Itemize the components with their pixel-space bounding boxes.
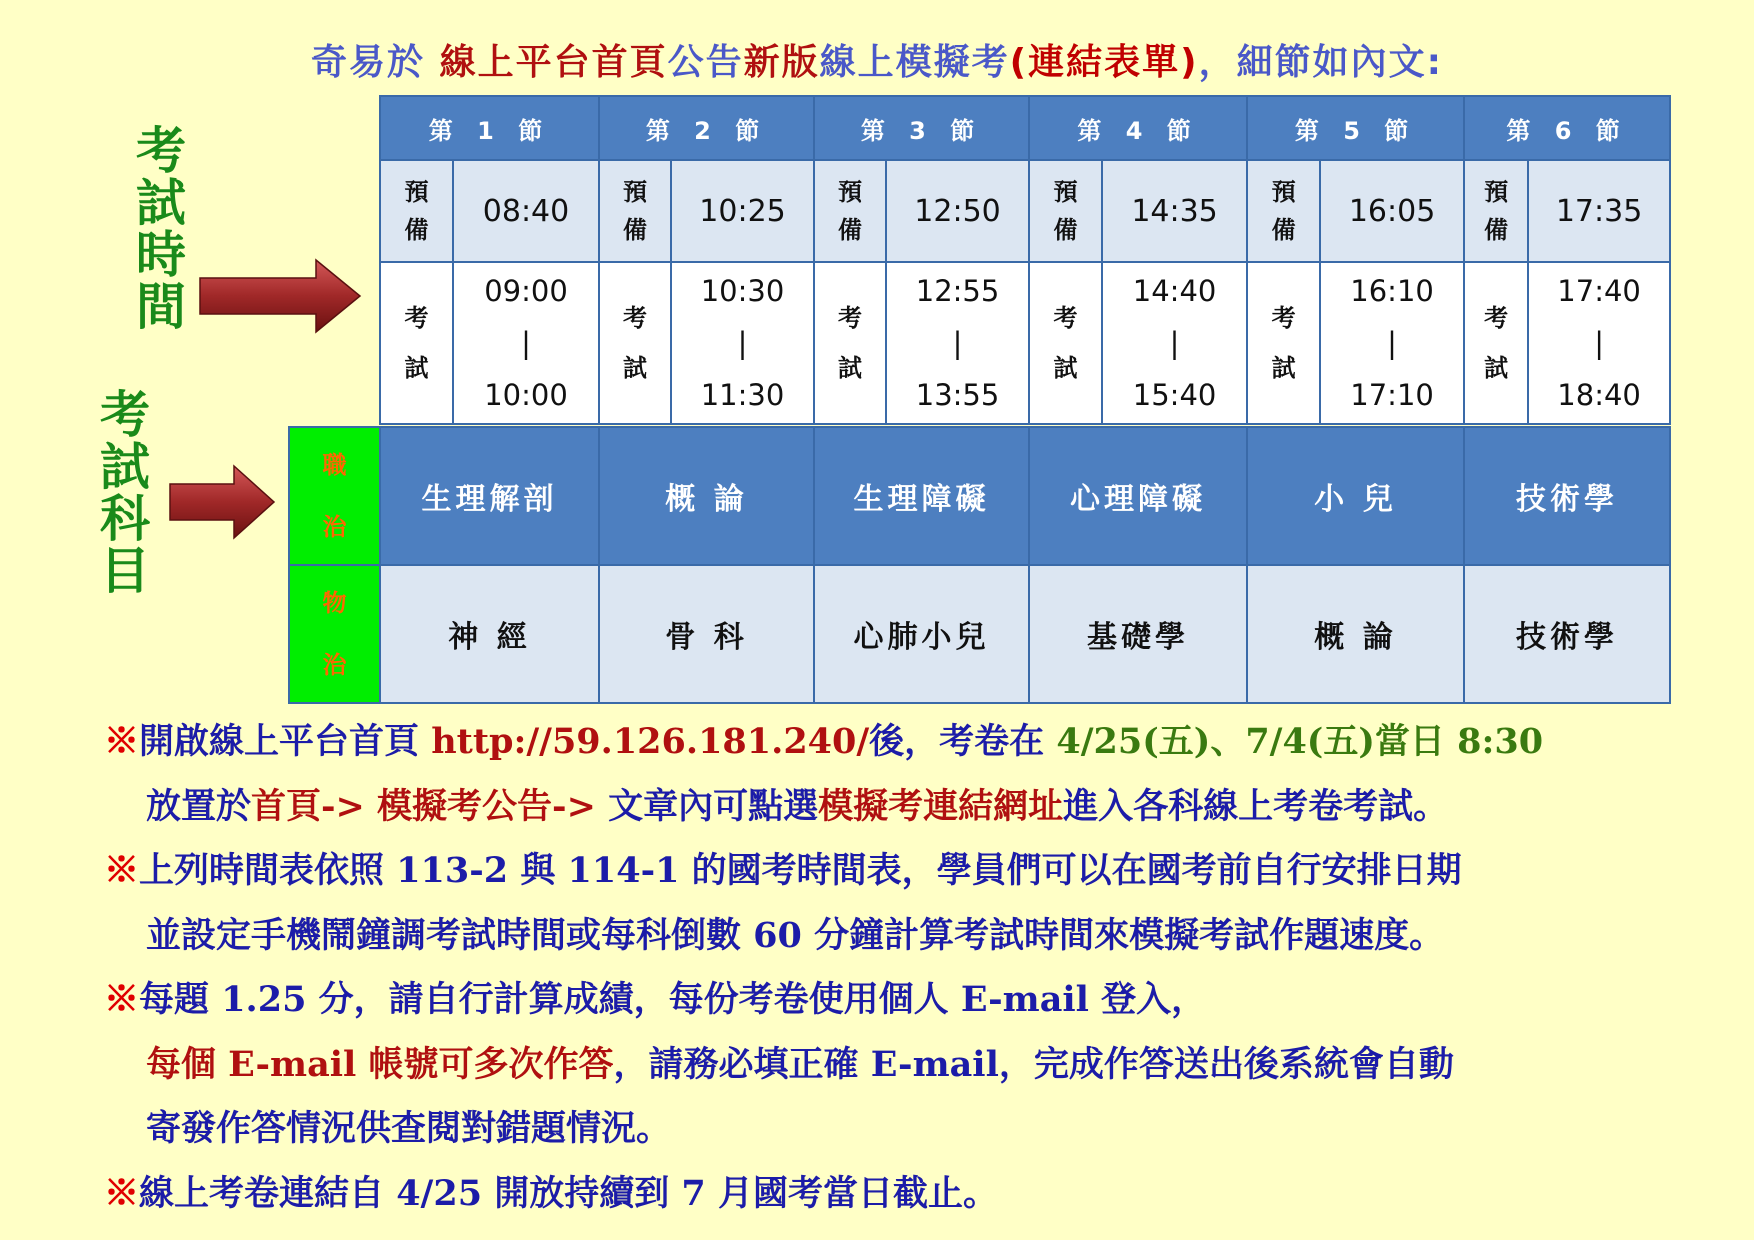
prep-time: 14:35 bbox=[1131, 193, 1218, 229]
exam-time-cell bbox=[1102, 262, 1247, 424]
dash: | bbox=[737, 326, 748, 360]
exam-start: 14:40 bbox=[1132, 274, 1217, 308]
exam-label-cell bbox=[1247, 262, 1320, 424]
note-line bbox=[104, 710, 1744, 775]
ot-group-label bbox=[289, 427, 380, 565]
note-text: 上列時間表依照 113-2 與 114-1 的國考時間表，學員們可以在國考前自行安排日期 bbox=[139, 850, 1462, 891]
prep-time-cell bbox=[453, 160, 599, 262]
note-highlight: 每個 E-mail 帳號可多次作答 bbox=[146, 1043, 614, 1085]
prep-time: 12:50 bbox=[914, 193, 1001, 229]
exam-end: 17:10 bbox=[1350, 378, 1434, 412]
prep-label: 預備 bbox=[1271, 178, 1296, 244]
note-text: 放置於 bbox=[146, 785, 252, 827]
exam-time-cell bbox=[671, 262, 814, 424]
note-line bbox=[104, 1033, 1744, 1098]
note-dates: 4/25(五)、7/4(五)當日 8:30 bbox=[1056, 721, 1544, 762]
session-header: 第 2 節 bbox=[599, 96, 814, 160]
exam-label-cell bbox=[814, 262, 886, 424]
schedule-table bbox=[379, 95, 1671, 425]
exam-label-cell bbox=[380, 262, 453, 424]
note-line bbox=[104, 904, 1744, 969]
note-path: 首頁-> 模擬考公告-> bbox=[251, 785, 596, 827]
prep-label: 預備 bbox=[1484, 178, 1509, 244]
exam-label-cell bbox=[1464, 262, 1528, 424]
prep-label-cell bbox=[1029, 160, 1102, 262]
dash: | bbox=[1594, 326, 1604, 360]
subject-cell: 神 經 bbox=[380, 565, 599, 703]
arrow-right-icon bbox=[198, 258, 364, 334]
title-part: ，細節如內文: bbox=[1198, 42, 1443, 83]
prep-label-cell bbox=[814, 160, 886, 262]
title-link: (連結表單) bbox=[1009, 42, 1199, 83]
exam-time-cell bbox=[886, 262, 1029, 424]
dash: | bbox=[521, 326, 531, 360]
prep-time-cell bbox=[1320, 160, 1464, 262]
note-link-text: 模擬考連結網址 bbox=[818, 785, 1064, 827]
exam-end: 11:30 bbox=[700, 378, 785, 412]
subject-cell: 技術學 bbox=[1464, 565, 1670, 703]
title-part: 新版 bbox=[743, 42, 820, 83]
session-header: 第 5 節 bbox=[1247, 96, 1464, 160]
reference-mark: ※ bbox=[104, 721, 140, 762]
reference-mark: ※ bbox=[104, 850, 140, 891]
exam-end: 18:40 bbox=[1557, 378, 1641, 412]
exam-label: 考試 bbox=[623, 304, 648, 382]
note-line bbox=[104, 775, 1744, 840]
prep-label: 預備 bbox=[838, 178, 863, 244]
prep-time-cell bbox=[671, 160, 814, 262]
subject-cell: 概 論 bbox=[599, 427, 814, 565]
title-part: 奇易於 bbox=[311, 42, 440, 83]
notes-section bbox=[104, 710, 1744, 1226]
platform-url: http://59.126.181.240/ bbox=[431, 721, 870, 762]
note-line bbox=[104, 839, 1744, 904]
pt-group-label bbox=[289, 565, 380, 703]
session-header: 第 1 節 bbox=[380, 96, 599, 160]
exam-start: 16:10 bbox=[1350, 274, 1434, 308]
exam-start: 12:55 bbox=[915, 274, 1000, 308]
prep-time: 08:40 bbox=[482, 193, 570, 229]
subject-cell: 心理障礙 bbox=[1029, 427, 1247, 565]
subject-cell: 小 兒 bbox=[1247, 427, 1464, 565]
exam-label: 考試 bbox=[1271, 304, 1296, 382]
prep-label: 預備 bbox=[1053, 178, 1078, 244]
prep-label-cell bbox=[1247, 160, 1320, 262]
exam-end: 10:00 bbox=[484, 378, 568, 412]
pt-label: 物治 bbox=[322, 589, 347, 679]
title-part: 線上模擬考 bbox=[819, 42, 1010, 83]
ot-label: 職治 bbox=[322, 451, 347, 541]
exam-subject-label: 考試科目 bbox=[92, 388, 151, 596]
subject-cell: 骨 科 bbox=[599, 565, 814, 703]
title-part: 公告 bbox=[667, 42, 744, 83]
note-text: 開啟線上平台首頁 bbox=[139, 721, 432, 762]
note-text: 線上考卷連結自 4/25 開放持續到 7 月國考當日截止。 bbox=[139, 1172, 998, 1214]
session-header: 第 6 節 bbox=[1464, 96, 1670, 160]
subject-cell: 技術學 bbox=[1464, 427, 1670, 565]
prep-time: 17:35 bbox=[1555, 193, 1643, 229]
exam-label: 考試 bbox=[1484, 304, 1509, 382]
note-text: 進入各科線上考卷考試。 bbox=[1063, 785, 1449, 827]
prep-time-cell bbox=[1102, 160, 1247, 262]
arrow-right-icon bbox=[168, 464, 278, 540]
subject-cell: 生理障礙 bbox=[814, 427, 1029, 565]
prep-label-cell bbox=[1464, 160, 1528, 262]
note-line bbox=[104, 1097, 1744, 1162]
prep-label-cell bbox=[599, 160, 671, 262]
session-header: 第 3 節 bbox=[814, 96, 1029, 160]
prep-time: 16:05 bbox=[1348, 193, 1436, 229]
subjects-table bbox=[288, 426, 1671, 704]
prep-label: 預備 bbox=[404, 178, 429, 244]
note-text: 後，考卷在 bbox=[869, 721, 1057, 762]
exam-time-label: 考試時間 bbox=[128, 124, 187, 332]
reference-mark: ※ bbox=[104, 1172, 140, 1214]
dash: | bbox=[1169, 326, 1180, 360]
exam-start: 09:00 bbox=[484, 274, 568, 308]
note-text: 文章內可點選 bbox=[595, 785, 819, 827]
exam-end: 13:55 bbox=[915, 378, 1000, 412]
exam-label-cell bbox=[1029, 262, 1102, 424]
subject-cell: 生理解剖 bbox=[380, 427, 599, 565]
page-title bbox=[0, 34, 1754, 85]
exam-label: 考試 bbox=[404, 304, 429, 382]
exam-start: 17:40 bbox=[1557, 274, 1641, 308]
exam-label: 考試 bbox=[1053, 304, 1078, 382]
prep-time-cell bbox=[1528, 160, 1670, 262]
exam-time-cell bbox=[453, 262, 599, 424]
dash: | bbox=[952, 326, 963, 360]
title-part: 線上平台首頁 bbox=[439, 42, 668, 83]
note-text: ，請務必填正確 E-mail，完成作答送出後系統會自動 bbox=[613, 1043, 1454, 1085]
prep-time-cell bbox=[886, 160, 1029, 262]
exam-label-cell bbox=[599, 262, 671, 424]
prep-label-cell bbox=[380, 160, 453, 262]
subject-cell: 概 論 bbox=[1247, 565, 1464, 703]
note-text: 並設定手機鬧鐘調考試時間或每科倒數 60 分鐘計算考試時間來模擬考試作題速度。 bbox=[146, 914, 1445, 956]
exam-time-cell bbox=[1320, 262, 1464, 424]
exam-time-cell bbox=[1528, 262, 1670, 424]
note-text: 每題 1.25 分，請自行計算成績，每份考卷使用個人 E-mail 登入， bbox=[139, 979, 1207, 1020]
exam-label: 考試 bbox=[838, 304, 863, 382]
exam-start: 10:30 bbox=[700, 274, 785, 308]
dash: | bbox=[1387, 326, 1397, 360]
prep-time: 10:25 bbox=[699, 193, 786, 229]
reference-mark: ※ bbox=[104, 979, 140, 1020]
note-line bbox=[104, 968, 1744, 1033]
exam-end: 15:40 bbox=[1132, 378, 1217, 412]
note-line bbox=[104, 1162, 1744, 1227]
prep-label: 預備 bbox=[623, 178, 648, 244]
note-text: 寄發作答情況供查閱對錯題情況。 bbox=[146, 1108, 672, 1149]
subject-cell: 心肺小兒 bbox=[814, 565, 1029, 703]
session-header: 第 4 節 bbox=[1029, 96, 1247, 160]
subject-cell: 基礎學 bbox=[1029, 565, 1247, 703]
